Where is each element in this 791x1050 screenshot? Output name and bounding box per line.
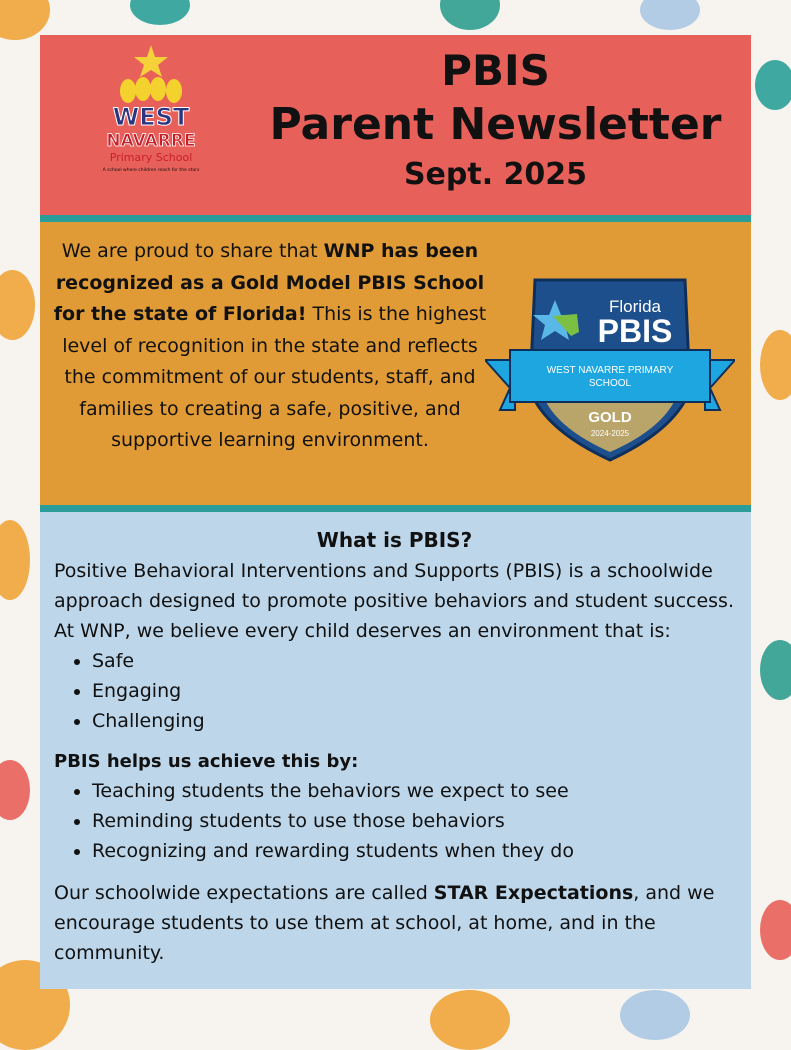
svg-text:2024-2025: 2024-2025 (590, 429, 630, 438)
title-line2: Parent Newsletter (269, 99, 722, 150)
subheading: PBIS helps us achieve this by: (54, 751, 359, 772)
header (40, 35, 751, 215)
list-item: • Recognizing and rewarding students when they do (92, 836, 735, 866)
pbis-description: Positive Behavioral Interventions and Supports (PBIS) is a schoolwide approach designed to promote positive behaviors and student success. At WNP, we believe every child deserves an environment that is: (54, 560, 734, 642)
svg-text:Florida: Florida (609, 297, 661, 316)
closing-text: Our schoolwide expectations are called STAR Expectations, and we encourage students to use them at school, at home, and in the community. (54, 882, 715, 964)
newsletter-title (240, 45, 751, 197)
svg-text:NAVARRE: NAVARRE (106, 131, 196, 151)
svg-text:SCHOOL: SCHOOL (588, 378, 632, 389)
what-is-pbis-section (40, 512, 751, 989)
list-item: • Engaging (92, 676, 735, 706)
list-item: • Reminding students to use those behaviors (92, 806, 735, 836)
svg-text:GOLD: GOLD (588, 409, 632, 426)
svg-text:WEST NAVARRE PRIMARY: WEST NAVARRE PRIMARY (546, 365, 674, 376)
environment-list (92, 646, 735, 736)
list-item: • Teaching students the behaviors we expect to see (92, 776, 735, 806)
list-item: • Safe (92, 646, 735, 676)
svg-text:WEST: WEST (112, 103, 190, 131)
divider (40, 215, 751, 222)
svg-text:Primary School: Primary School (109, 151, 193, 164)
issue-date: Sept. 2025 (403, 157, 588, 192)
gold-pbis-badge (485, 270, 735, 462)
newsletter (40, 35, 751, 988)
divider (40, 505, 751, 512)
list-item: • Challenging (92, 706, 735, 736)
svg-text:A school where children reach: A school where children reach for the stars (102, 168, 200, 173)
helps-list (92, 776, 735, 866)
svg-text:PBIS: PBIS (597, 313, 673, 349)
recognition-text: We are proud to share that WNP has been recognized as a Gold Model PBIS School for the state of Florida! This is the highest level of recognition in the state and reflects the commitment of our students, staff, and families to creating a safe, positive, and supportive learning environment. (53, 240, 487, 451)
section-heading: What is PBIS? (316, 528, 473, 552)
school-logo (98, 43, 204, 175)
recognition-section (40, 222, 751, 505)
title-line1: PBIS (441, 46, 550, 95)
